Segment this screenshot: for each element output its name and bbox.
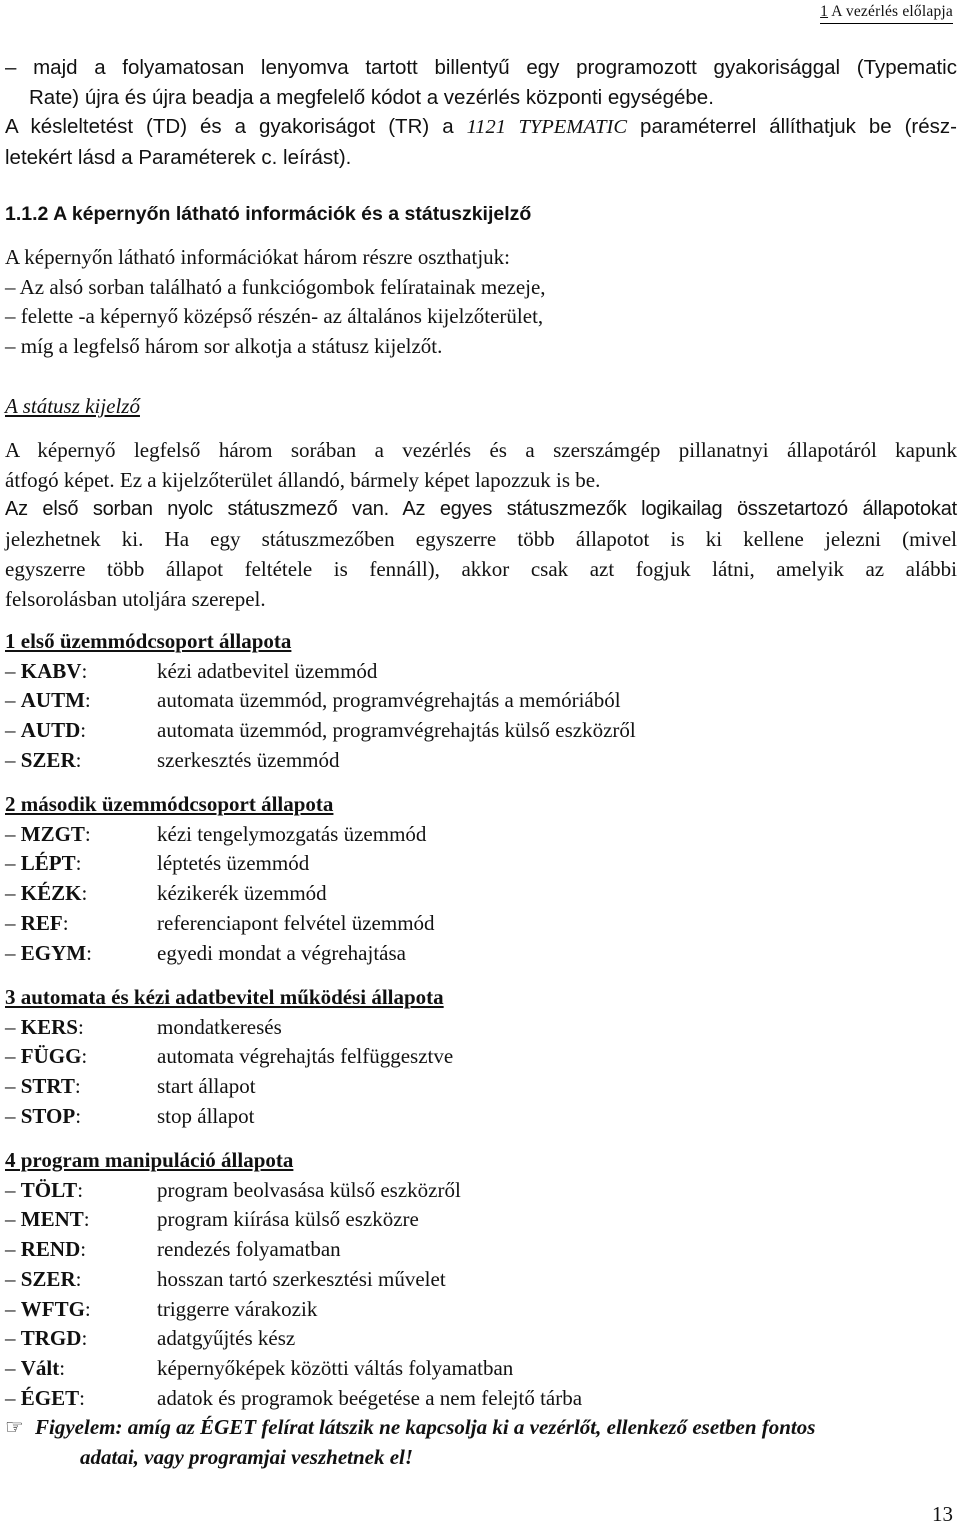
text-line: jelezhetnek ki. Ha egy státuszmezőben egyszerre több állapotot is ki kellene jelezni (mivel: [5, 527, 957, 552]
status-item: [5, 1295, 957, 1325]
status-code-label: MENT: [20, 1207, 84, 1232]
warning-line: adatai, vagy programjai veszhetnek el!: [80, 1444, 414, 1469]
intro-line: – majd a folyamatosan lenyomva tartott billentyű egy programozott gyakorisággal (Typematic: [5, 56, 957, 79]
status-code: – WFTG:: [5, 1296, 91, 1321]
status-item: [5, 716, 957, 746]
screen-parts-intro: A képernyőn látható információkat három részre oszthatjuk:: [5, 245, 510, 269]
status-code: – FÜGG:: [5, 1044, 88, 1069]
status-code: – AUTM:: [5, 688, 91, 713]
status-code: – STRT:: [5, 1074, 81, 1099]
status-code-label: KÉZK: [20, 881, 82, 906]
status-code-label: MZGT: [20, 821, 85, 846]
status-description: képernyőképek közötti váltás folyamatban: [157, 1355, 514, 1380]
status-code: – KABV:: [5, 658, 88, 683]
status-group-1: [5, 627, 957, 776]
status-description: adatgyűjtés kész: [157, 1326, 296, 1351]
status-code-label: WFTG: [20, 1296, 85, 1321]
status-item: [5, 879, 957, 909]
status-description: kézi tengelymozgatás üzemmód: [157, 821, 427, 846]
status-code: – KERS:: [5, 1014, 84, 1039]
status-description: program kiírása külső eszközre: [157, 1207, 419, 1232]
status-code-label: ÉGET: [20, 1385, 80, 1410]
status-item: [5, 1042, 957, 1072]
warning-line: Figyelem: amíg az ÉGET felírat látszik ne kapcsolja ki a vezérlőt, ellenkező esetben fontos: [35, 1415, 816, 1439]
status-item: [5, 909, 957, 939]
status-code-label: STOP: [20, 1103, 76, 1128]
status-group-2: [5, 790, 957, 968]
status-description: automata üzemmód, programvégrehajtás külső eszközről: [157, 718, 636, 743]
list-item: – Az alsó sorban található a funkciógombok felíratainak mezeje,: [5, 274, 546, 299]
status-heading: A státusz kijelző: [5, 394, 140, 418]
group-title: 2 második üzemmódcsoport állapota: [5, 792, 334, 816]
status-code: – REF:: [5, 910, 69, 935]
status-code-label: LÉPT: [20, 851, 76, 876]
status-code: – EGYM:: [5, 940, 92, 965]
page-number: 13: [932, 1502, 953, 1526]
status-code: – SZER:: [5, 747, 82, 772]
status-code: – REND:: [5, 1237, 87, 1262]
status-code-label: TRGD: [20, 1326, 82, 1351]
status-item: [5, 1384, 957, 1414]
status-description: kézi adatbevitel üzemmód: [157, 658, 378, 683]
status-code: – AUTD:: [5, 718, 87, 743]
intro-line: Rate) újra és újra beadja a megfelelő kódot a vezérlés központi egységébe.: [29, 85, 714, 109]
status-code-label: KABV: [20, 658, 82, 683]
status-item: [5, 746, 957, 776]
status-code-label: AUTM: [20, 688, 85, 713]
status-code: – TRGD:: [5, 1326, 88, 1351]
status-item: [5, 657, 957, 687]
status-code: – STOP:: [5, 1103, 82, 1128]
status-item: [5, 849, 957, 879]
status-code: – MENT:: [5, 1207, 90, 1232]
status-code: – TÖLT:: [5, 1177, 84, 1202]
status-item: [5, 1235, 957, 1265]
status-item: [5, 1324, 957, 1354]
status-description: szerkesztés üzemmód: [157, 747, 340, 772]
status-description: referenciapont felvétel üzemmód: [157, 910, 435, 935]
intro-line: A késleltetést (TD) és a gyakoriságot (TR) a 1121 TYPEMATIC paraméterrel állíthatjuk be (rész-: [5, 115, 957, 139]
typematic-intro: [5, 53, 957, 173]
status-code-label: KERS: [20, 1014, 78, 1039]
status-item: [5, 686, 957, 716]
status-description: hosszan tartó szerkesztési művelet: [157, 1266, 446, 1291]
status-item: [5, 1176, 957, 1206]
status-code: – ÉGET:: [5, 1385, 85, 1410]
list-item: – míg a legfelső három sor alkotja a státusz kijelzőt.: [5, 334, 443, 359]
pointing-hand-icon: ☞: [5, 1415, 24, 1439]
section-title: 1.1.2 A képernyőn látható információk és a státuszkijelző: [5, 203, 532, 225]
status-description: stop állapot: [157, 1103, 255, 1128]
status-item: [5, 1265, 957, 1295]
status-code-label: TÖLT: [20, 1177, 78, 1202]
status-group-4: [5, 1146, 957, 1413]
status-item: [5, 1013, 957, 1043]
status-description: [5, 436, 957, 614]
status-code: – MZGT:: [5, 821, 91, 846]
status-code-label: STRT: [20, 1074, 75, 1099]
text-line: átfogó képet. Ez a kijelzőterület állandó, bármely képet lapozzuk is be.: [5, 467, 601, 492]
status-description: automata végrehajtás felfüggesztve: [157, 1044, 454, 1069]
chapter-title: A vezérlés előlapja: [831, 3, 953, 20]
status-description: kézikerék üzemmód: [157, 881, 327, 906]
status-code-label: EGYM: [20, 940, 87, 965]
group-title: 3 automata és kézi adatbevitel működési állapota: [5, 985, 444, 1009]
status-code-label: REND: [20, 1237, 81, 1262]
status-description: automata üzemmód, programvégrehajtás a memóriából: [157, 688, 621, 713]
status-description: egyedi mondat a végrehajtása: [157, 940, 406, 965]
status-group-3: [5, 983, 957, 1132]
status-code-label: SZER: [20, 747, 76, 772]
status-description: mondatkeresés: [157, 1014, 282, 1039]
status-code-label: AUTD: [20, 718, 81, 743]
status-code: – LÉPT:: [5, 851, 82, 876]
list-item: – felette -a képernyő középső részén- az általános kijelzőterület,: [5, 304, 544, 329]
status-code: – SZER:: [5, 1266, 82, 1291]
text-line: A képernyő legfelső három sorában a vezérlés és a szerszámgép pillanatnyi állapotáról kapunk: [5, 438, 957, 462]
group-title: 4 program manipuláció állapota: [5, 1148, 294, 1172]
status-code: – Vált:: [5, 1355, 66, 1380]
status-item: [5, 1072, 957, 1102]
status-code-label: FÜGG: [20, 1044, 82, 1069]
parameter-name: 1121 TYPEMATIC: [466, 116, 628, 139]
status-description: program beolvasása külső eszközről: [157, 1177, 461, 1202]
status-item: [5, 1205, 957, 1235]
status-code-label: REF: [20, 910, 63, 935]
status-description: adatok és programok beégetése a nem felejtő tárba: [157, 1385, 583, 1410]
warning-note: [5, 1413, 957, 1472]
status-description: léptetés üzemmód: [157, 851, 310, 876]
status-code-label: SZER: [20, 1266, 76, 1291]
status-description: triggerre várakozik: [157, 1296, 318, 1321]
text-line: Az első sorban nyolc státuszmező van. Az egyes státuszmezők logikailag összetartozó állapotokat: [5, 498, 957, 521]
status-item: [5, 1354, 957, 1384]
status-item: [5, 820, 957, 850]
status-item: [5, 939, 957, 969]
text-line: egyszerre több állapot feltétele is fennáll), akkor csak azt fogjuk látni, amelyik az alábbi: [5, 556, 957, 581]
text-line: felsorolásban utoljára szerepel.: [5, 586, 266, 611]
status-code-label: Vált: [20, 1355, 60, 1380]
intro-line: letekért lásd a Paraméterek c. leírást).: [5, 146, 352, 170]
status-item: [5, 1102, 957, 1132]
running-header: [820, 2, 953, 24]
chapter-number: 1: [820, 3, 829, 20]
group-title: 1 első üzemmódcsoport állapota: [5, 629, 292, 653]
status-code: – KÉZK:: [5, 881, 88, 906]
screen-parts: [5, 243, 957, 362]
status-description: rendezés folyamatban: [157, 1237, 341, 1262]
status-description: start állapot: [157, 1074, 256, 1099]
